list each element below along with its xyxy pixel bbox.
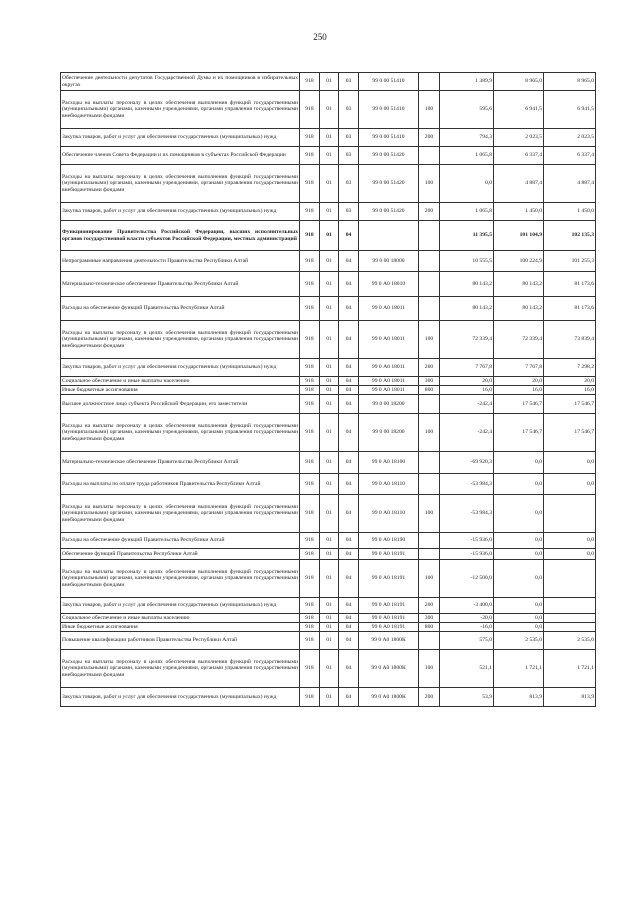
cell-amount-2: 6 337,4 [494, 147, 544, 165]
cell-ved: 918 [300, 549, 320, 560]
cell-csr: 99 0 А0 18191 [359, 614, 419, 623]
cell-ved: 918 [300, 359, 320, 377]
cell-csr: 99 0 А0 18011 [359, 321, 419, 359]
table-row [61, 623, 596, 632]
table-row [61, 147, 596, 165]
page-number: 250 [313, 32, 327, 42]
cell-vr: 300 [419, 377, 440, 386]
cell-rz: 01 [320, 632, 339, 650]
cell-csr: 99 0 А0 18011 [359, 297, 419, 321]
cell-ved: 918 [300, 129, 320, 147]
table-row [61, 321, 596, 359]
cell-rz: 01 [320, 495, 339, 533]
cell-rz: 01 [320, 203, 339, 221]
cell-vr [419, 147, 440, 165]
cell-amount-3: 73 839,4 [544, 321, 596, 359]
table-row [61, 272, 596, 297]
table-row [61, 560, 596, 598]
cell-vr [419, 297, 440, 321]
cell-amount-3: 2 535,0 [544, 632, 596, 650]
cell-amount-2: 2 023,5 [494, 129, 544, 147]
cell-csr: 99 0 00 51420 [359, 165, 419, 203]
cell-amount-3: 0,0 [544, 533, 596, 549]
cell-ved: 918 [300, 560, 320, 598]
cell-ved: 918 [300, 221, 320, 251]
cell-amount-2: 0,0 [494, 623, 544, 632]
cell-amount-1: 0,0 [440, 165, 494, 203]
cell-ved: 918 [300, 650, 320, 688]
cell-vr [419, 251, 440, 272]
cell-csr: 99 0 А0 1800К [359, 632, 419, 650]
row-name: Расходы на обеспечение функций Правительства Республики Алтай [61, 533, 300, 549]
row-name: Расходы на выплаты персоналу в целях обеспечения выполнения функций государственными (муниципальными) органами, казенными учреждениями, органами управления государственными внебюджетными фондами [61, 560, 300, 598]
cell-rz: 01 [320, 321, 339, 359]
cell-amount-2: 7 767,8 [494, 359, 544, 377]
cell-ved: 918 [300, 598, 320, 614]
cell-ved: 918 [300, 377, 320, 386]
cell-amount-3: 6 941,5 [544, 91, 596, 129]
cell-amount-3: 16,0 [544, 386, 596, 395]
cell-csr: 99 0 А0 1800К [359, 688, 419, 707]
cell-vr: 100 [419, 560, 440, 598]
cell-rz: 01 [320, 73, 339, 91]
cell-pr: 04 [339, 221, 359, 251]
cell-vr: 200 [419, 359, 440, 377]
cell-amount-3: 0,0 [544, 474, 596, 495]
cell-amount-2: 813,9 [494, 688, 544, 707]
table-row [61, 203, 596, 221]
cell-rz: 01 [320, 221, 339, 251]
table-row [61, 614, 596, 623]
row-name: Материально-техническое обеспечение Правительства Республики Алтай [61, 272, 300, 297]
cell-pr: 04 [339, 560, 359, 598]
row-name: Расходы на выплаты персоналу в целях обеспечения выполнения функций государственными (муниципальными) органами, казенными учреждениями, органами управления государственными внебюджетными фондами [61, 414, 300, 452]
cell-csr: 99 0 00 51410 [359, 91, 419, 129]
cell-amount-1: 16,0 [440, 386, 494, 395]
cell-amount-3: 6 337,4 [544, 147, 596, 165]
row-name: Обеспечение функций Правительства Республики Алтай [61, 549, 300, 560]
cell-pr: 04 [339, 650, 359, 688]
cell-amount-1: -53 984,3 [440, 474, 494, 495]
cell-csr: 99 0 А0 18011 [359, 377, 419, 386]
cell-amount-2: 80 143,2 [494, 297, 544, 321]
row-name: Иные бюджетные ассигнования [61, 623, 300, 632]
cell-vr [419, 221, 440, 251]
cell-amount-3: 1 450,0 [544, 203, 596, 221]
cell-rz: 01 [320, 598, 339, 614]
cell-ved: 918 [300, 73, 320, 91]
cell-amount-2: 101 104,9 [494, 221, 544, 251]
cell-vr: 200 [419, 598, 440, 614]
cell-vr: 800 [419, 623, 440, 632]
cell-amount-3: 81 173,6 [544, 272, 596, 297]
cell-amount-1: -15 936,0 [440, 549, 494, 560]
row-name: Закупка товаров, работ и услуг для обеспечения государственных (муниципальных) нужд [61, 203, 300, 221]
cell-amount-2: 16,0 [494, 386, 544, 395]
cell-amount-1: 80 143,2 [440, 297, 494, 321]
cell-amount-1: -242,4 [440, 395, 494, 414]
cell-vr: 200 [419, 688, 440, 707]
table-row [61, 297, 596, 321]
cell-rz: 01 [320, 272, 339, 297]
cell-vr [419, 452, 440, 474]
row-name: Закупка товаров, работ и услуг для обеспечения государственных (муниципальных) нужд [61, 688, 300, 707]
row-name: Функционирование Правительства Российской Федерации, высших исполнительных органов государственной власти субъектов Российской Федерации, местных администраций [61, 221, 300, 251]
table-row [61, 452, 596, 474]
cell-ved: 918 [300, 321, 320, 359]
row-name: Повышение квалификации работников Правительства Республики Алтай [61, 632, 300, 650]
cell-amount-1: 80 143,2 [440, 272, 494, 297]
cell-amount-1: -20,0 [440, 614, 494, 623]
cell-rz: 01 [320, 623, 339, 632]
cell-amount-2: 6 941,5 [494, 91, 544, 129]
cell-pr: 04 [339, 688, 359, 707]
cell-amount-2: 8 965,0 [494, 73, 544, 91]
cell-amount-3: 17 546,7 [544, 414, 596, 452]
cell-csr: 99 0 00 51420 [359, 203, 419, 221]
row-name: Закупка товаров, работ и услуг для обеспечения государственных (муниципальных) нужд [61, 598, 300, 614]
cell-csr: 99 0 А0 18110 [359, 474, 419, 495]
cell-vr [419, 73, 440, 91]
table-row [61, 165, 596, 203]
cell-vr [419, 395, 440, 414]
cell-amount-1: -12 500,0 [440, 560, 494, 598]
cell-csr: 99 0 00 51420 [359, 147, 419, 165]
cell-amount-1: 10 555,5 [440, 251, 494, 272]
cell-pr: 04 [339, 614, 359, 623]
cell-amount-1: 11 395,5 [440, 221, 494, 251]
cell-vr: 100 [419, 91, 440, 129]
cell-rz: 01 [320, 147, 339, 165]
row-name: Расходы на выплаты персоналу в целях обеспечения выполнения функций государственными (муниципальными) органами, казенными учреждениями, органами управления государственными внебюджетными фондами [61, 321, 300, 359]
cell-amount-3: 813,9 [544, 688, 596, 707]
table-row [61, 688, 596, 707]
cell-pr: 04 [339, 377, 359, 386]
table-row [61, 598, 596, 614]
cell-pr: 04 [339, 598, 359, 614]
cell-amount-1: 1 389,9 [440, 73, 494, 91]
cell-ved: 918 [300, 533, 320, 549]
cell-amount-3: 1 721,1 [544, 650, 596, 688]
table-row [61, 533, 596, 549]
cell-amount-1: -69 920,3 [440, 452, 494, 474]
cell-amount-2: 0,0 [494, 598, 544, 614]
cell-ved: 918 [300, 272, 320, 297]
cell-rz: 01 [320, 614, 339, 623]
cell-amount-3 [544, 495, 596, 533]
cell-vr: 300 [419, 614, 440, 623]
table-row [61, 221, 596, 251]
row-name: Закупка товаров, работ и услуг для обеспечения государственных (муниципальных) нужд [61, 359, 300, 377]
cell-amount-1: 575,0 [440, 632, 494, 650]
cell-rz: 01 [320, 251, 339, 272]
cell-ved: 918 [300, 688, 320, 707]
cell-ved: 918 [300, 623, 320, 632]
table-row [61, 251, 596, 272]
cell-amount-1: -16,0 [440, 623, 494, 632]
cell-amount-3: 102 135,3 [544, 221, 596, 251]
table-row [61, 474, 596, 495]
cell-amount-3: 0,0 [544, 452, 596, 474]
row-name: Социальное обеспечение и иные выплаты населению [61, 614, 300, 623]
cell-vr [419, 474, 440, 495]
cell-rz: 01 [320, 91, 339, 129]
table-row [61, 377, 596, 386]
cell-vr: 100 [419, 165, 440, 203]
cell-vr: 200 [419, 203, 440, 221]
table-row [61, 495, 596, 533]
table-row [61, 395, 596, 414]
cell-vr: 800 [419, 386, 440, 395]
cell-amount-2: 1 721,1 [494, 650, 544, 688]
cell-ved: 918 [300, 474, 320, 495]
cell-rz: 01 [320, 359, 339, 377]
cell-vr: 100 [419, 414, 440, 452]
cell-rz: 01 [320, 688, 339, 707]
cell-rz: 01 [320, 377, 339, 386]
row-name: Расходы на выплаты персоналу в целях обеспечения выполнения функций государственными (муниципальными) органами, казенными учреждениями, органами управления государственными внебюджетными фондами [61, 495, 300, 533]
table-row [61, 632, 596, 650]
cell-pr: 04 [339, 297, 359, 321]
table-row [61, 91, 596, 129]
cell-ved: 918 [300, 165, 320, 203]
cell-amount-1: 53,9 [440, 688, 494, 707]
cell-amount-3: 8 965,0 [544, 73, 596, 91]
cell-rz: 01 [320, 474, 339, 495]
cell-pr: 03 [339, 73, 359, 91]
cell-amount-3: 2 023,5 [544, 129, 596, 147]
cell-amount-2: 0,0 [494, 533, 544, 549]
cell-csr: 99 0 А0 18011 [359, 359, 419, 377]
cell-amount-3: 17 546,7 [544, 395, 596, 414]
cell-amount-3 [544, 614, 596, 623]
cell-rz: 01 [320, 549, 339, 560]
row-name: Расходы на выплаты персоналу в целях обеспечения выполнения функций государственными (муниципальными) органами, казенными учреждениями, органами управления государственными внебюджетными фондами [61, 91, 300, 129]
cell-csr: 99 0 А0 18191 [359, 623, 419, 632]
cell-amount-1: -3 400,0 [440, 598, 494, 614]
cell-amount-1: -15 936,0 [440, 533, 494, 549]
cell-amount-3: 4 887,4 [544, 165, 596, 203]
cell-pr: 04 [339, 474, 359, 495]
cell-pr: 03 [339, 165, 359, 203]
row-name: Расходы на выплаты персоналу в целях обеспечения выполнения функций государственными (муниципальными) органами, казенными учреждениями, органами управления государственными внебюджетными фондами [61, 165, 300, 203]
cell-csr: 99 0 А0 18010 [359, 272, 419, 297]
cell-pr: 04 [339, 549, 359, 560]
cell-amount-1: 595,6 [440, 91, 494, 129]
table-row [61, 549, 596, 560]
cell-amount-2: 2 535,0 [494, 632, 544, 650]
cell-rz: 01 [320, 165, 339, 203]
cell-rz: 01 [320, 297, 339, 321]
cell-pr: 04 [339, 414, 359, 452]
cell-amount-2: 0,0 [494, 452, 544, 474]
cell-ved: 918 [300, 203, 320, 221]
cell-csr: 99 0 А0 18191 [359, 598, 419, 614]
row-name: Расходы на выплаты по оплате труда работников Правительства Республики Алтай [61, 474, 300, 495]
cell-rz: 01 [320, 533, 339, 549]
cell-amount-2: 17 546,7 [494, 414, 544, 452]
cell-amount-2: 72 339,4 [494, 321, 544, 359]
cell-vr: 100 [419, 495, 440, 533]
cell-amount-1: -242,4 [440, 414, 494, 452]
cell-pr: 04 [339, 251, 359, 272]
cell-ved: 918 [300, 632, 320, 650]
cell-pr: 03 [339, 91, 359, 129]
cell-amount-2: 0,0 [494, 495, 544, 533]
cell-ved: 918 [300, 91, 320, 129]
cell-amount-2: 100 224,9 [494, 251, 544, 272]
cell-amount-3 [544, 560, 596, 598]
cell-pr: 03 [339, 129, 359, 147]
cell-rz: 01 [320, 650, 339, 688]
cell-pr: 04 [339, 386, 359, 395]
cell-amount-2: 17 546,7 [494, 395, 544, 414]
cell-amount-2: 0,0 [494, 549, 544, 560]
cell-csr: 99 0 00 18200 [359, 395, 419, 414]
cell-amount-3: 7 298,2 [544, 359, 596, 377]
cell-amount-1: 72 339,4 [440, 321, 494, 359]
cell-ved: 918 [300, 452, 320, 474]
cell-csr [359, 221, 419, 251]
row-name: Социальное обеспечение и иные выплаты населению [61, 377, 300, 386]
row-name: Обеспечение членов Совета Федерации и их помощников в субъектах Российской Федерации [61, 147, 300, 165]
cell-amount-1: -53 984,3 [440, 495, 494, 533]
cell-rz: 01 [320, 386, 339, 395]
cell-pr: 04 [339, 632, 359, 650]
cell-csr: 99 0 00 18200 [359, 414, 419, 452]
row-name: Материально-техническое обеспечение Правительства Республики Алтай [61, 452, 300, 474]
cell-csr: 99 0 А0 18191 [359, 560, 419, 598]
cell-ved: 918 [300, 386, 320, 395]
cell-amount-1: 521,1 [440, 650, 494, 688]
cell-vr: 200 [419, 129, 440, 147]
cell-amount-1: 20,0 [440, 377, 494, 386]
cell-ved: 918 [300, 147, 320, 165]
cell-vr: 100 [419, 650, 440, 688]
cell-rz: 01 [320, 414, 339, 452]
cell-amount-1: 794,3 [440, 129, 494, 147]
cell-csr: 99 0 00 51410 [359, 73, 419, 91]
table-row [61, 386, 596, 395]
cell-amount-3: 0,0 [544, 549, 596, 560]
cell-csr: 99 0 А0 18110 [359, 495, 419, 533]
cell-ved: 918 [300, 297, 320, 321]
cell-rz: 01 [320, 560, 339, 598]
cell-amount-1: 1 065,8 [440, 203, 494, 221]
cell-vr [419, 549, 440, 560]
row-name: Обеспечение деятельности депутатов Государственной Думы и их помощников в избирательных округах [61, 73, 300, 91]
cell-amount-3 [544, 623, 596, 632]
cell-amount-3: 20,0 [544, 377, 596, 386]
cell-rz: 01 [320, 452, 339, 474]
row-name: Расходы на выплаты персоналу в целях обеспечения выполнения функций государственными (муниципальными) органами, казенными учреждениями, органами управления государственными внебюджетными фондами [61, 650, 300, 688]
cell-amount-2: 0,0 [494, 560, 544, 598]
cell-pr: 04 [339, 395, 359, 414]
cell-amount-2: 4 887,4 [494, 165, 544, 203]
cell-pr: 04 [339, 452, 359, 474]
cell-pr: 04 [339, 272, 359, 297]
cell-csr: 99 0 А0 18100 [359, 452, 419, 474]
cell-amount-2: 0,0 [494, 474, 544, 495]
cell-csr: 99 0 00 51410 [359, 129, 419, 147]
table-row [61, 359, 596, 377]
cell-csr: 99 0 00 18000 [359, 251, 419, 272]
row-name: Расходы на обеспечение функций Правительства Республики Алтай [61, 297, 300, 321]
cell-ved: 918 [300, 395, 320, 414]
cell-amount-3: 81 173,6 [544, 297, 596, 321]
row-name: Непрограммные направления деятельности Правительства Республики Алтай [61, 251, 300, 272]
row-name: Иные бюджетные ассигнования [61, 386, 300, 395]
cell-vr [419, 533, 440, 549]
cell-pr: 04 [339, 495, 359, 533]
table-row [61, 650, 596, 688]
cell-pr: 04 [339, 623, 359, 632]
cell-ved: 918 [300, 614, 320, 623]
table-row [61, 414, 596, 452]
cell-rz: 01 [320, 129, 339, 147]
cell-pr: 03 [339, 147, 359, 165]
budget-table [60, 72, 596, 707]
cell-vr [419, 632, 440, 650]
cell-vr: 100 [419, 321, 440, 359]
cell-vr [419, 272, 440, 297]
table-row [61, 73, 596, 91]
cell-amount-2: 80 143,2 [494, 272, 544, 297]
cell-amount-3 [544, 598, 596, 614]
cell-amount-2: 20,0 [494, 377, 544, 386]
cell-csr: 99 0 А0 1800К [359, 650, 419, 688]
cell-pr: 04 [339, 533, 359, 549]
cell-amount-1: 1 065,8 [440, 147, 494, 165]
row-name: Закупка товаров, работ и услуг для обеспечения государственных (муниципальных) нужд [61, 129, 300, 147]
cell-csr: 99 0 А0 18191 [359, 549, 419, 560]
cell-pr: 04 [339, 359, 359, 377]
cell-csr: 99 0 А0 18011 [359, 386, 419, 395]
cell-csr: 99 0 А0 18190 [359, 533, 419, 549]
cell-ved: 918 [300, 495, 320, 533]
cell-pr: 04 [339, 321, 359, 359]
cell-amount-1: 7 767,8 [440, 359, 494, 377]
cell-pr: 03 [339, 203, 359, 221]
row-name: Высшее должностное лицо субъекта Российской Федерации, его заместители [61, 395, 300, 414]
cell-rz: 01 [320, 395, 339, 414]
cell-amount-2: 0,0 [494, 614, 544, 623]
cell-ved: 918 [300, 251, 320, 272]
cell-amount-2: 1 450,0 [494, 203, 544, 221]
cell-amount-3: 101 255,3 [544, 251, 596, 272]
table-row [61, 129, 596, 147]
cell-ved: 918 [300, 414, 320, 452]
